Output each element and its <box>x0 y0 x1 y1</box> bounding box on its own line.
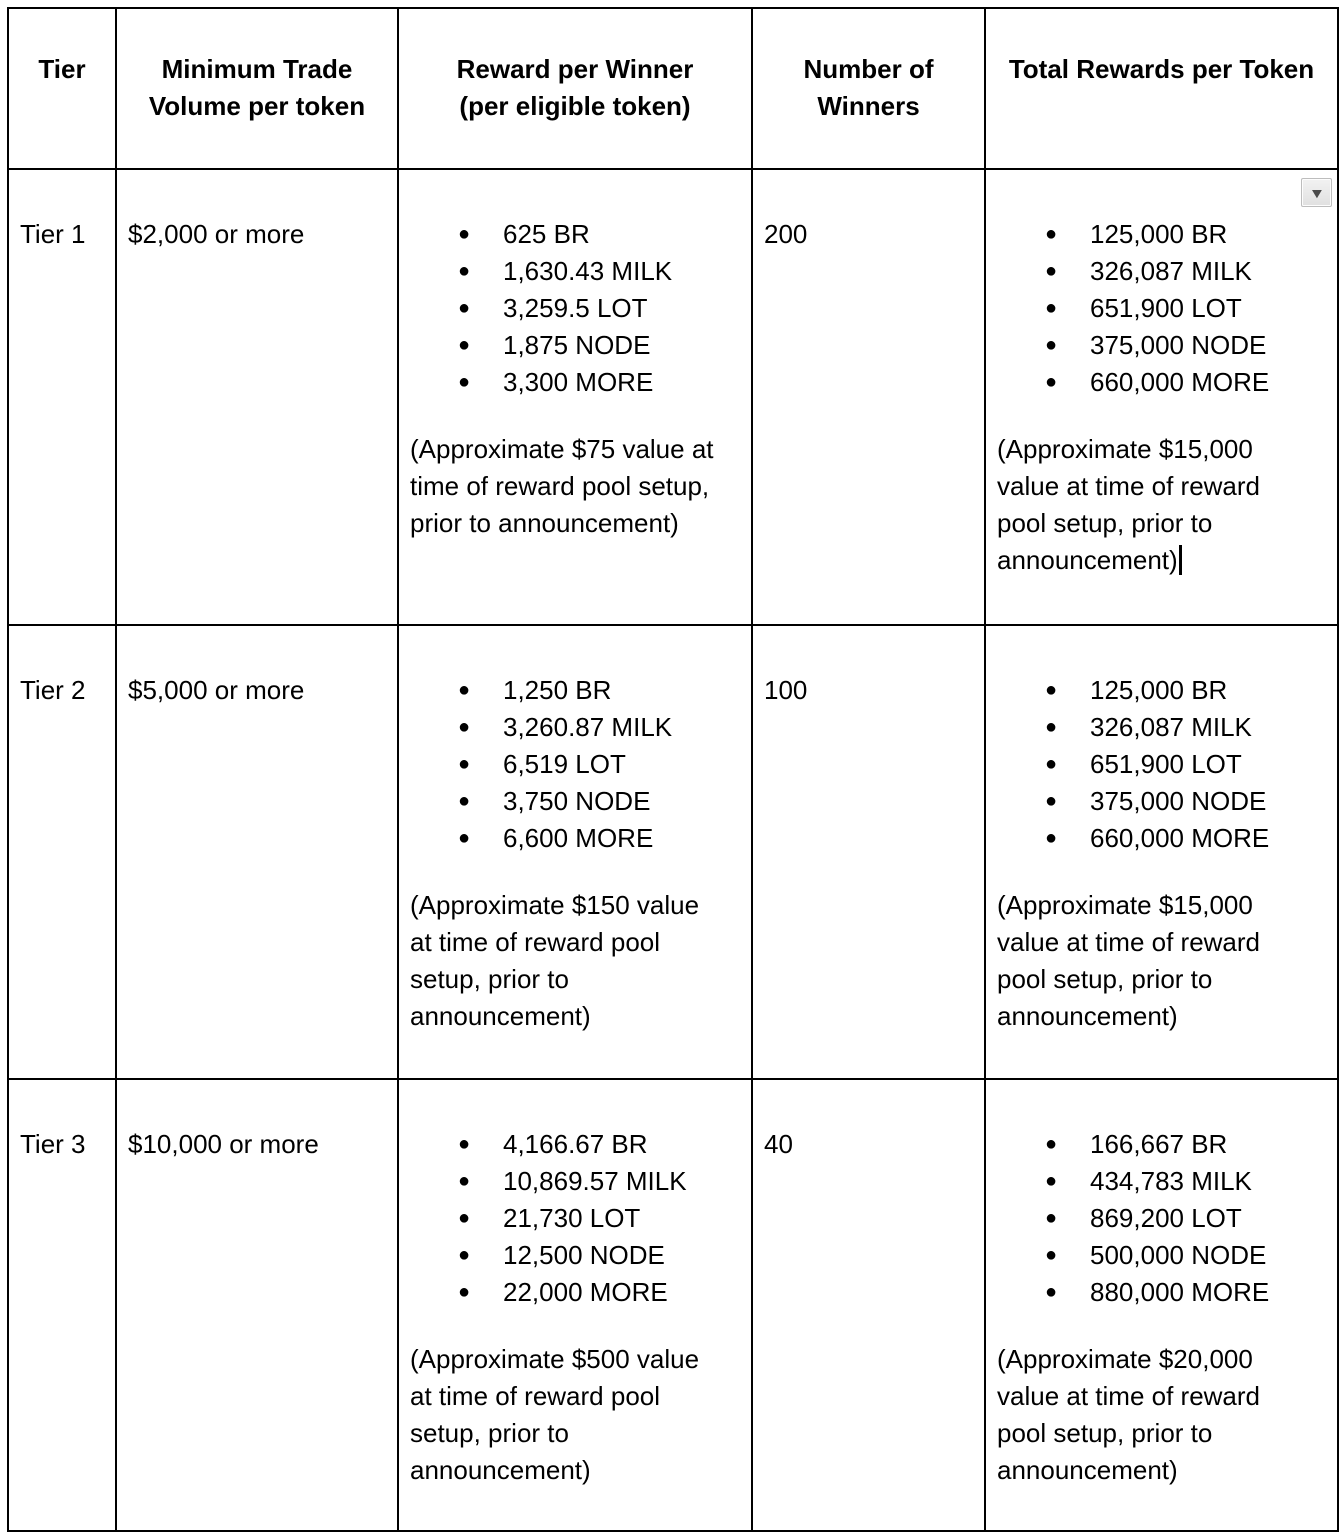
header-line: Winners <box>817 91 920 121</box>
winners-value: 100 <box>764 675 808 705</box>
list-item: ● 326,087 MILK <box>997 709 1326 746</box>
header-line: Tier <box>38 54 86 84</box>
tier-label: Tier 2 <box>20 675 86 705</box>
min-volume-value: $2,000 or more <box>128 219 305 249</box>
reward-list <box>410 216 740 401</box>
reward-per-winner-cell[interactable] <box>398 625 752 1079</box>
chevron-down-icon: ▼ <box>1308 184 1325 201</box>
list-item: ● 3,259.5 LOT <box>410 290 740 327</box>
reward-per-winner-cell[interactable] <box>398 169 752 625</box>
total-rewards-cell[interactable] <box>985 1079 1338 1531</box>
reward-list <box>410 672 740 857</box>
min-volume-value: $5,000 or more <box>128 675 305 705</box>
total-note: (Approximate $15,000 value at time of reward pool setup, prior to announcement) <box>997 890 1261 1031</box>
reward-note: (Approximate $150 value at time of reward pool setup, prior to announcement) <box>410 890 700 1031</box>
tier-label: Tier 3 <box>20 1129 86 1159</box>
total-note-text: (Approximate $15,000 value at time of reward pool setup, prior to announcement) <box>997 434 1261 575</box>
list-item: ● 660,000 MORE <box>997 364 1326 401</box>
list-item: ● 3,750 NODE <box>410 783 740 820</box>
list-item: ● 6,519 LOT <box>410 746 740 783</box>
total-note: (Approximate $20,000 value at time of reward pool setup, prior to announcement) <box>997 1344 1261 1485</box>
list-item: ● 375,000 NODE <box>997 327 1326 364</box>
list-item: ● 375,000 NODE <box>997 783 1326 820</box>
table-row-tier-2 <box>8 625 1338 1079</box>
table-dropdown-button[interactable] <box>1301 178 1332 207</box>
header-line: Total Rewards per Token <box>1008 54 1315 84</box>
min-volume-cell[interactable] <box>116 1079 398 1531</box>
tier-cell[interactable] <box>8 1079 116 1531</box>
total-rewards-list <box>997 1126 1326 1311</box>
list-item: ● 651,900 LOT <box>997 746 1326 783</box>
list-item: ● 10,869.57 MILK <box>410 1163 740 1200</box>
list-item: ● 166,667 BR <box>997 1126 1326 1163</box>
winners-cell[interactable] <box>752 1079 985 1531</box>
header-line: Volume per token <box>148 91 366 121</box>
list-item: ● 125,000 BR <box>997 216 1326 253</box>
list-item: ● 326,087 MILK <box>997 253 1326 290</box>
reward-note: (Approximate $500 value at time of reward pool setup, prior to announcement) <box>410 1344 700 1485</box>
list-item: ● 22,000 MORE <box>410 1274 740 1311</box>
header-tier <box>8 8 116 169</box>
list-item: ● 21,730 LOT <box>410 1200 740 1237</box>
header-number-of-winners <box>752 8 985 169</box>
winners-cell[interactable] <box>752 625 985 1079</box>
total-rewards-cell[interactable] <box>985 169 1338 625</box>
list-item: ● 3,260.87 MILK <box>410 709 740 746</box>
list-item: ● 1,875 NODE <box>410 327 740 364</box>
list-item: ● 869,200 LOT <box>997 1200 1326 1237</box>
list-item: ● 1,250 BR <box>410 672 740 709</box>
winners-value: 200 <box>764 219 808 249</box>
list-item: ● 12,500 NODE <box>410 1237 740 1274</box>
min-volume-cell[interactable] <box>116 169 398 625</box>
reward-list <box>410 1126 740 1311</box>
table-header-row <box>8 8 1338 169</box>
winners-value: 40 <box>764 1129 793 1159</box>
total-rewards-list <box>997 216 1326 401</box>
header-line: (per eligible token) <box>459 91 691 121</box>
table-row-tier-1 <box>8 169 1338 625</box>
total-rewards-cell[interactable] <box>985 625 1338 1079</box>
list-item: ● 1,630.43 MILK <box>410 253 740 290</box>
header-line: Number of <box>803 54 934 84</box>
header-reward-per-winner <box>398 8 752 169</box>
min-volume-value: $10,000 or more <box>128 1129 319 1159</box>
list-item: ● 125,000 BR <box>997 672 1326 709</box>
header-line: Reward per Winner <box>456 54 694 84</box>
list-item: ● 625 BR <box>410 216 740 253</box>
tier-label: Tier 1 <box>20 219 86 249</box>
list-item: ● 6,600 MORE <box>410 820 740 857</box>
tier-cell[interactable] <box>8 169 116 625</box>
list-item: ● 3,300 MORE <box>410 364 740 401</box>
text-cursor <box>1179 545 1182 575</box>
list-item: ● 434,783 MILK <box>997 1163 1326 1200</box>
header-total-rewards <box>985 8 1338 169</box>
list-item: ● 4,166.67 BR <box>410 1126 740 1163</box>
list-item: ● 660,000 MORE <box>997 820 1326 857</box>
header-min-trade-volume <box>116 8 398 169</box>
total-note <box>997 431 1326 579</box>
reward-per-winner-cell[interactable] <box>398 1079 752 1531</box>
list-item: ● 880,000 MORE <box>997 1274 1326 1311</box>
list-item: ● 500,000 NODE <box>997 1237 1326 1274</box>
reward-note: (Approximate $75 value at time of reward pool setup, prior to announcement) <box>410 434 714 538</box>
rewards-tier-table <box>7 7 1339 1532</box>
winners-cell[interactable] <box>752 169 985 625</box>
min-volume-cell[interactable] <box>116 625 398 1079</box>
header-line: Minimum Trade <box>161 54 353 84</box>
table-row-tier-3 <box>8 1079 1338 1531</box>
list-item: ● 651,900 LOT <box>997 290 1326 327</box>
tier-cell[interactable] <box>8 625 116 1079</box>
total-rewards-list <box>997 672 1326 857</box>
